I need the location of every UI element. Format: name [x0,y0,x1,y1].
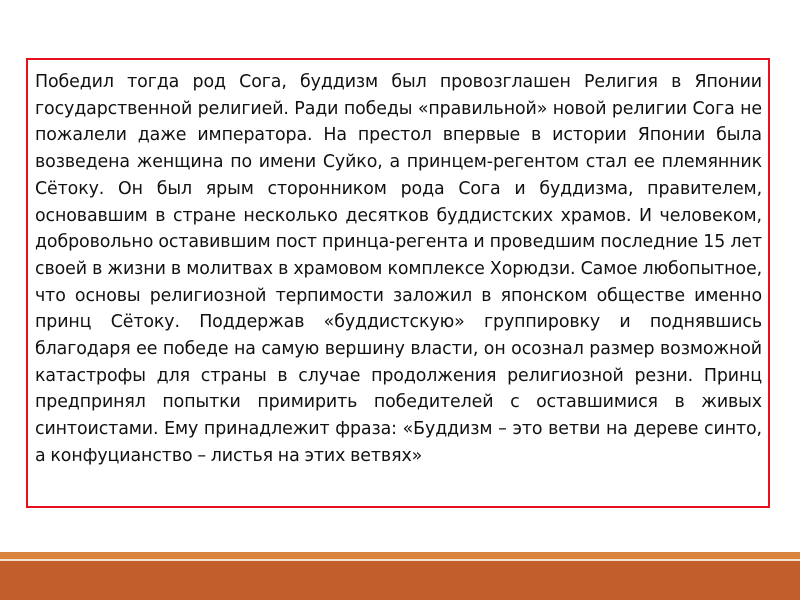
text-frame [26,58,770,508]
body-paragraph: Победил тогда род Сога, буддизм был провозглашен Религия в Японии государственной религией. Ради победы «правильной» новой религии Сога не пожалели даже императора. На престол впервые в истории Японии была возведена женщина по имени Суйко, а принцем-регентом стал ее племянник Сётоку. Он был ярым сторонником рода Сога и буддизма, правителем, основавшим в стране несколько десятков буддистских храмов. И человеком, добровольно оставившим пост принца-регента и проведшим последние 15 лет своей в жизни в молитвах в храмовом комплексе Хорюдзи. Самое любопытное, что основы религиозной терпимости заложил в японском обществе именно принц Сётоку. Поддержав «буддистскую» группировку и поднявшись благодаря ее победе на самую вершину власти, он осознал размер возможной катастрофы для страны в случае продолжения религиозной резни. Принц предпринял попытки примирить победителей с оставшимися в живых синтоистами. Ему принадлежит фраза: «Буддизм – это ветви на дереве синто, а конфуцианство – листья на этих ветвях» [35,72,762,466]
footer-accent-stripe [0,552,800,559]
footer-band [0,561,800,600]
